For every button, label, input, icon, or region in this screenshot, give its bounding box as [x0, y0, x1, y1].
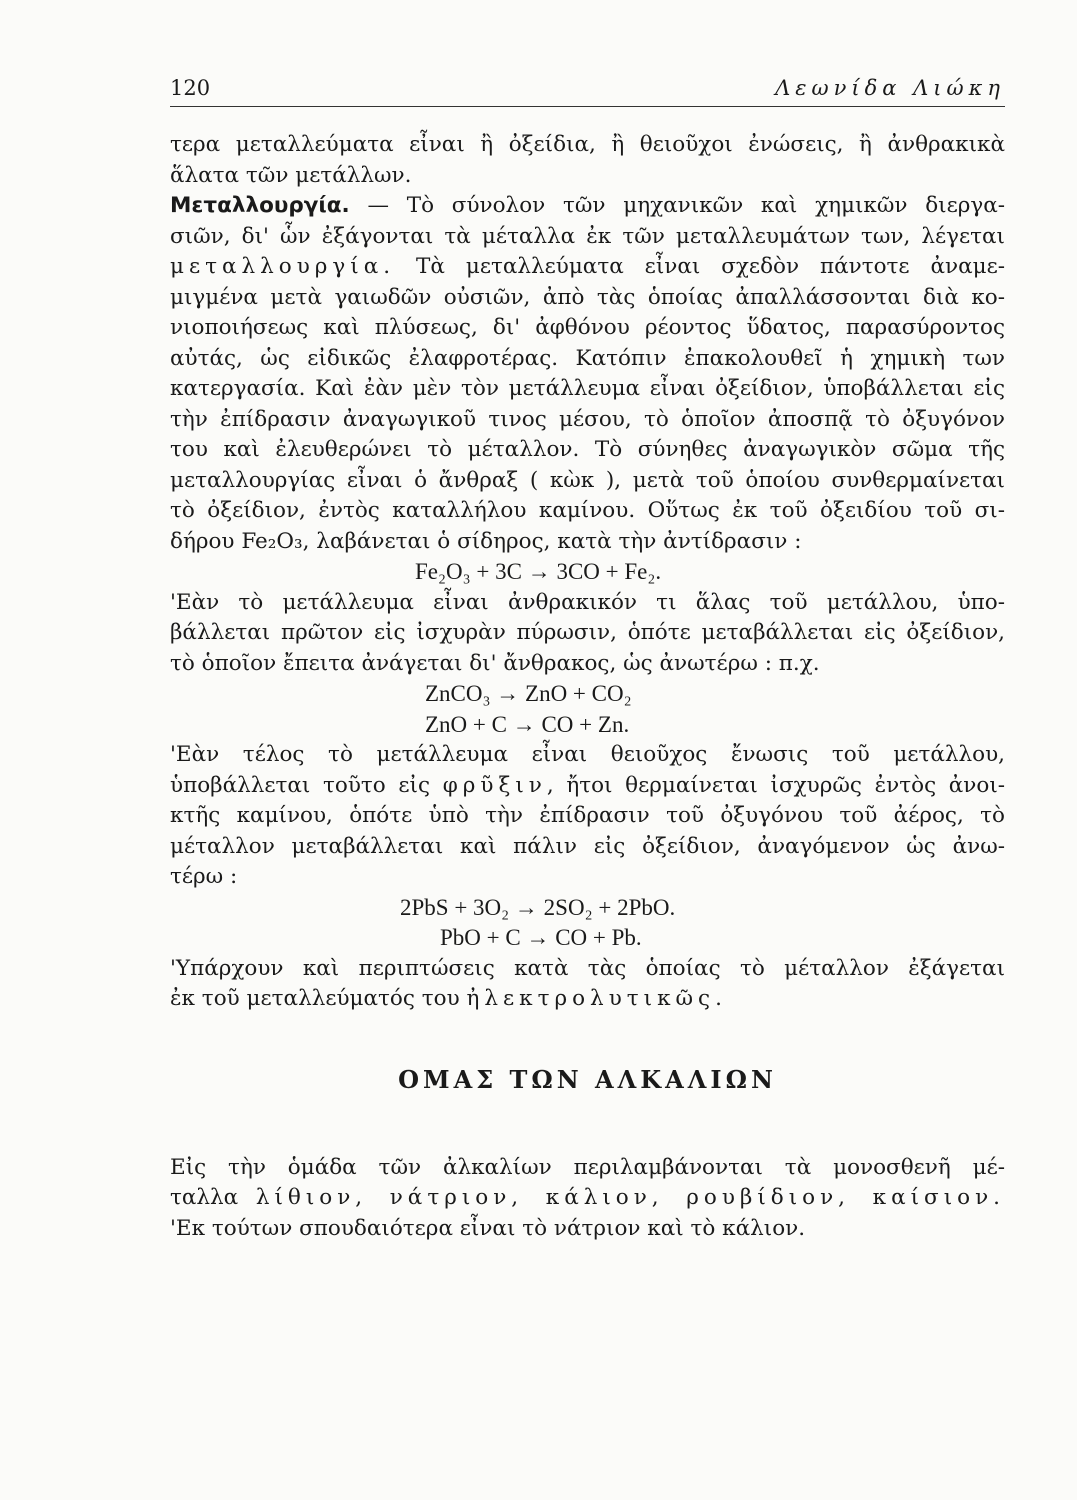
text-line: ἅλατα τῶν μετάλλων. — [170, 162, 412, 188]
equation: ZnO + C → CO + Zn. — [425, 711, 630, 737]
text-line: βάλλεται πρῶτον εἰς ἰσχυρὰν πύρωσιν, ὁπότε μεταβάλλεται εἰς ὀξείδιον, — [170, 620, 1005, 645]
text-line: 'Εὰν τὸ μετάλλευμα εἶναι ἀνθρακικόν τι ἅλας τοῦ μετάλλου, ὑπο- — [170, 589, 1005, 615]
text-line: ὑποβάλλεται τοῦτο εἰς φρῦξιν, ἤτοι θερμαίνεται ἰσχυρῶς ἐντὸς ἀνοι- — [170, 772, 1006, 798]
text-line: 'Εκ τούτων σπουδαιότερα εἶναι τὸ νάτριον καὶ τὸ κάλιον. — [170, 1215, 806, 1241]
equation: PbO + C → CO + Pb. — [440, 925, 642, 950]
spaced-term: ἠλεκτρολυτικῶς. — [466, 986, 727, 1011]
equation: Fe₂O₃ + 3C → 3CO + Fe₂. — [415, 559, 662, 584]
text-line: του καὶ ἐλευθερώνει τὸ μέταλλον. Τὸ σύνηθες ἀναγωγικὸν σῶμα τῆς — [170, 437, 1005, 462]
text-line: τὴν ἐπίδρασιν ἀναγωγικοῦ τινος μέσου, τὸ ὁποῖον ἀποσπᾷ τὸ ὀξυγόνον — [170, 406, 1005, 432]
text-line: δήρου Fe₂O₃, λαβάνεται ὁ σίδηρος, κατὰ τὴν ἀντίδρασιν : — [170, 528, 802, 554]
book-page — [170, 70, 1006, 1241]
page-header — [170, 70, 1005, 106]
text-line: κατεργασία. Καὶ ἐὰν μὲν τὸν μετάλλευμα εἶναι ὀξείδιον, ὑποβάλλεται εἰς — [170, 376, 1005, 401]
text-line: ταλλα λίθιον, νάτριον, κάλιον, ρουβίδιον, καίσιον. — [170, 1185, 1005, 1210]
spacer — [170, 1105, 1005, 1153]
equation: ZnCO₃ → ZnO + CO₂ — [425, 681, 632, 706]
spaced-term: φρῦξιν — [442, 772, 547, 798]
header-rule — [170, 106, 1005, 107]
running-title: Λεωνίδα Λιώκη — [775, 76, 1005, 100]
text-line: νιοποιήσεως καὶ πλύσεως, δι' ἀφθόνου ρέοντος ὕδατος, παρασύροντος — [170, 315, 1005, 340]
spaced-term: λίθιον, νάτριον, κάλιον, ρουβίδιον, καίσιον. — [255, 1185, 1005, 1210]
text-line: 'Υπάρχουν καὶ περιπτώσεις κατὰ τὰς ὁποίας τὸ μέταλλον ἐξάγεται — [170, 955, 1005, 981]
text-line: τὸ ὀξείδιον, ἐντὸς καταλλήλου καμίνου. Οὕτως ἐκ τοῦ ὀξειδίου τοῦ σι- — [170, 498, 1005, 523]
section-heading-metallurgy: Μεταλλουργία. — [170, 193, 350, 218]
text-line: τερα μεταλλεύματα εἶναι ἢ ὀξείδια, ἢ θειοῦχοι ἐνώσεις, ἢ ἀνθρακικὰ — [170, 132, 1005, 157]
text-line: Εἰς τὴν ὁμάδα τῶν ἀλκαλίων περιλαμβάνονται τὰ μονοσθενῆ μέ- — [170, 1154, 1005, 1180]
text-line: Μεταλλουργία. — Τὸ σύνολον τῶν μηχανικῶν καὶ χημικῶν διεργα- — [170, 193, 1005, 218]
page-body — [170, 130, 1005, 1244]
text-line: τὸ ὁποῖον ἔπειτα ἀνάγεται δι' ἄνθρακος, ὡς ἀνωτέρω : π.χ. — [170, 650, 820, 676]
text-line: μέταλλον μεταβάλλεται καὶ πάλιν εἰς ὀξείδιον, ἀναγόμενον ὡς ἀνω- — [170, 833, 1005, 859]
text-line: αὐτάς, ὡς εἰδικῶς ἐλαφροτέρας. Κατόπιν ἐπακολουθεῖ ἡ χημικὴ των — [170, 345, 1005, 371]
text-line: κτῆς καμίνου, ὁπότε ὑπὸ τὴν ἐπίδρασιν τοῦ ὀξυγόνου τοῦ ἀέρος, τὸ — [170, 803, 1005, 828]
text-line: σιῶν, δι' ὧν ἐξάγονται τὰ μέταλλα ἐκ τῶν μεταλλευμάτων των, λέγεται — [170, 223, 1005, 249]
text-line: ἐκ τοῦ μεταλλεύματός του ἠλεκτρολυτικῶς. — [170, 986, 727, 1011]
text-line: μεταλλουργίας εἶναι ὁ ἄνθραξ ( κὼκ ), μετὰ τοῦ ὁποίου συνθερμαίνεται — [170, 467, 1005, 493]
equation: 2PbS + 3O₂ → 2SO₂ + 2PbO. — [400, 894, 676, 920]
section-title: ΟΜΑΣ ΤΩΝ ΑΛΚΑΛΙΩΝ — [398, 1064, 777, 1094]
text-line: τέρω : — [170, 864, 238, 889]
text-line: μεταλλουργία. Τὰ μεταλλεύματα εἶναι σχεδὸν πάντοτε ἀναμε- — [170, 254, 1005, 279]
text-line: μιγμένα μετὰ γαιωδῶν οὐσιῶν, ἀπὸ τὰς ὁποίας ἀπαλλάσσονται διὰ κο- — [170, 284, 1005, 310]
spaced-term: μεταλλουργία. — [170, 254, 396, 279]
page-number: 120 — [170, 76, 211, 100]
text-line: 'Εὰν τέλος τὸ μετάλλευμα εἶναι θειοῦχος ἔνωσις τοῦ μετάλλου, — [170, 742, 1005, 767]
